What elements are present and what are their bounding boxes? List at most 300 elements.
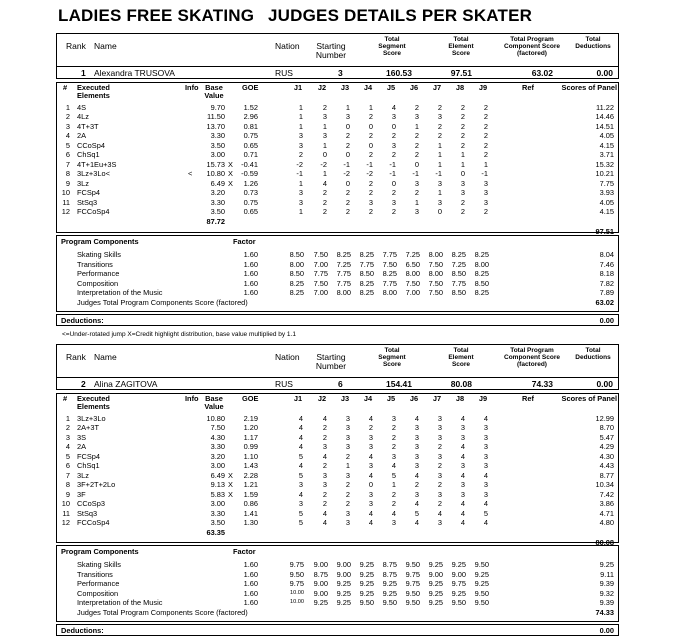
el-name-header: Executed Elements <box>77 83 110 100</box>
element-judge-score: 3 <box>345 414 350 423</box>
element-judge-score: 2 <box>345 188 350 198</box>
element-judge-score: 2 <box>483 131 488 141</box>
el-scores-header: Scores of Panel <box>561 394 617 403</box>
element-panel-score: 4.29 <box>599 442 614 452</box>
component-judge-score: 6.50 <box>405 259 420 269</box>
element-judge-score: 1 <box>437 159 442 169</box>
element-panel-score: 12.99 <box>595 414 614 423</box>
page-title-right: JUDGES DETAILS PER SKATER <box>268 6 533 25</box>
component-judge-score: 7.00 <box>313 259 328 269</box>
component-judge-score: 9.25 <box>451 588 466 598</box>
component-row <box>57 570 618 579</box>
element-judge-score: 3 <box>483 461 488 471</box>
component-judge-score: 8.25 <box>359 250 374 259</box>
element-code: ChSq1 <box>77 150 100 160</box>
element-judge-score: 3 <box>483 423 488 433</box>
element-judge-score: 4 <box>414 414 419 423</box>
skater-nation: RUS <box>275 68 293 78</box>
element-row <box>57 509 618 518</box>
element-judge-score: 2 <box>322 197 327 207</box>
el-goe-header: GOE <box>242 83 259 92</box>
component-judge-score: 9.00 <box>313 560 328 569</box>
component-judge-score: 10.00 <box>290 589 304 596</box>
element-judge-score: 3 <box>437 112 442 122</box>
element-row <box>57 160 618 169</box>
element-row <box>57 461 618 470</box>
el-ref-header: Ref <box>522 83 534 92</box>
deductions-label: Deductions: <box>61 626 104 635</box>
component-judge-score: 7.50 <box>313 250 328 259</box>
element-goe: 1.59 <box>243 489 258 499</box>
component-name: Skating Skills <box>77 250 121 259</box>
element-judge-score: 3 <box>437 517 442 527</box>
component-row <box>57 288 618 297</box>
element-judge-score: 3 <box>298 140 303 150</box>
component-judge-score: 9.00 <box>313 579 328 589</box>
el-num-header: # <box>63 394 68 403</box>
pcs-header: Total Program Component Score (factored) <box>504 347 560 368</box>
element-base-value: 11.50 <box>207 112 225 122</box>
element-judge-score: 3 <box>414 489 419 499</box>
component-judge-score: 8.50 <box>451 288 466 298</box>
element-judge-score: 1 <box>322 121 327 131</box>
component-judge-score: 9.00 <box>313 588 328 598</box>
element-code: FCCoSp4 <box>77 206 110 216</box>
component-name: Composition <box>77 588 119 598</box>
component-row <box>57 279 618 288</box>
skater-ded: 0.00 <box>596 379 613 389</box>
element-judge-score: 4 <box>483 499 488 509</box>
element-panel-score: 3.86 <box>599 499 614 509</box>
element-judge-score: 4 <box>460 517 465 527</box>
deductions-value: 0.00 <box>599 316 614 325</box>
element-judge-score: 2 <box>368 150 373 160</box>
element-goe: 1.26 <box>243 178 258 188</box>
element-judge-score: 3 <box>483 178 488 188</box>
element-judge-score: 2 <box>414 480 419 490</box>
element-judge-score: -2 <box>343 169 350 179</box>
element-judge-score: 2 <box>345 197 350 207</box>
component-judge-score: 9.25 <box>313 598 328 608</box>
element-judge-score: 0 <box>414 159 419 169</box>
element-base-value: 3.20 <box>210 451 225 461</box>
judge-header-8: J8 <box>455 83 465 92</box>
deductions-value: 0.00 <box>599 626 614 635</box>
element-judge-score: 0 <box>368 480 373 490</box>
header-divider <box>57 66 618 67</box>
element-number: 8 <box>65 169 70 179</box>
element-judge-score: 3 <box>391 140 396 150</box>
element-judge-score: 4 <box>322 451 327 461</box>
element-judge-score: 2 <box>414 103 419 112</box>
element-judge-score: 0 <box>322 150 327 160</box>
element-code: 3F+2T+2Lo <box>77 480 116 490</box>
judge-header-1: J1 <box>293 83 303 92</box>
component-judge-score: 8.25 <box>382 269 397 279</box>
skater-name: Alina ZAGITOVA <box>94 379 158 389</box>
element-base-value: 3.00 <box>210 499 225 509</box>
element-judge-score: 2 <box>345 480 350 490</box>
element-number: 3 <box>65 121 70 131</box>
component-judge-score: 8.25 <box>451 250 466 259</box>
component-judge-score: 8.00 <box>428 250 443 259</box>
element-info: < <box>188 169 193 179</box>
element-judge-score: 1 <box>298 112 303 122</box>
element-judge-score: 3 <box>460 480 465 490</box>
element-judge-score: 4 <box>368 414 373 423</box>
element-code: StSq3 <box>77 508 98 518</box>
element-judge-score: 4 <box>322 414 327 423</box>
base-value-total: 87.72 <box>206 217 225 227</box>
component-judge-score: 7.50 <box>382 259 397 269</box>
element-judge-score: -1 <box>435 169 442 179</box>
component-factor: 1.60 <box>243 560 258 569</box>
element-number: 4 <box>65 131 70 141</box>
element-judge-score: 1 <box>483 159 488 169</box>
element-judge-score: 3 <box>483 451 488 461</box>
element-number: 1 <box>65 414 70 423</box>
element-panel-score: 7.75 <box>599 178 614 188</box>
element-code: 2A+3T <box>77 423 99 433</box>
component-judge-score: 9.25 <box>359 569 374 579</box>
component-judge-score: 9.75 <box>451 579 466 589</box>
element-judge-score: -1 <box>366 159 373 169</box>
element-base-value: 3.30 <box>210 442 225 452</box>
element-goe: 1.41 <box>243 508 258 518</box>
element-row <box>57 179 618 188</box>
element-base-value: 6.49 <box>210 178 225 188</box>
element-judge-score: 3 <box>298 197 303 207</box>
element-row <box>57 122 618 131</box>
element-base-value: 15.73 <box>206 159 225 169</box>
skater-start: 6 <box>338 379 343 389</box>
element-credit-mark: X <box>228 169 233 179</box>
component-judge-score: 7.75 <box>336 278 351 288</box>
element-goe: -0.59 <box>241 169 258 179</box>
element-judge-score: 3 <box>298 480 303 490</box>
page-title-left: LADIES FREE SKATING <box>58 6 255 25</box>
component-judge-score: 8.25 <box>474 288 489 298</box>
element-judge-score: 3 <box>460 461 465 471</box>
component-judge-score: 7.75 <box>313 269 328 279</box>
element-base-value: 10.80 <box>206 414 225 423</box>
element-panel-score: 4.15 <box>599 206 614 216</box>
element-judge-score: 2 <box>322 206 327 216</box>
element-judge-score: 2 <box>368 206 373 216</box>
element-judge-score: 3 <box>345 517 350 527</box>
element-judge-score: 2 <box>483 140 488 150</box>
element-judge-score: 3 <box>345 423 350 433</box>
element-code: 4Lz <box>77 112 89 122</box>
component-panel-score: 8.18 <box>599 269 614 279</box>
element-number: 5 <box>65 140 70 150</box>
element-goe: 0.73 <box>243 188 258 198</box>
element-judge-score: 4 <box>483 414 488 423</box>
element-judge-score: 2 <box>391 432 396 442</box>
element-judge-score: 2 <box>368 423 373 433</box>
el-info-header: Info <box>185 83 199 92</box>
deductions-box <box>56 314 619 326</box>
element-goe: 0.81 <box>243 121 258 131</box>
component-judge-score: 9.50 <box>474 560 489 569</box>
tss-header: Total Segment Score <box>378 36 406 57</box>
element-judge-score: 2 <box>391 489 396 499</box>
element-goe: 1.17 <box>243 432 258 442</box>
component-judge-score: 8.75 <box>382 569 397 579</box>
element-judge-score: 3 <box>437 489 442 499</box>
judge-header-5: J5 <box>386 394 396 403</box>
pcs-header: Total Program Component Score (factored) <box>504 36 560 57</box>
component-judge-score: 9.50 <box>289 569 304 579</box>
deductions-box <box>56 624 619 636</box>
element-number: 6 <box>65 150 70 160</box>
component-factor: 1.60 <box>243 250 258 259</box>
element-judge-score: 3 <box>460 432 465 442</box>
element-number: 4 <box>65 442 70 452</box>
el-info-header: Info <box>185 394 199 403</box>
program-components-table <box>56 545 619 622</box>
element-judge-score: 2 <box>460 206 465 216</box>
component-judge-score: 9.00 <box>428 569 443 579</box>
element-row <box>57 141 618 150</box>
element-number: 11 <box>62 197 70 207</box>
element-panel-score: 11.22 <box>596 103 614 112</box>
element-goe: 1.43 <box>243 461 258 471</box>
pc-factor-header: Factor <box>233 237 256 246</box>
element-judge-score: 2 <box>460 197 465 207</box>
element-judge-score: 3 <box>414 423 419 433</box>
element-row <box>57 452 618 461</box>
el-ref-header: Ref <box>522 394 534 403</box>
element-judge-score: 4 <box>298 489 303 499</box>
pcs-total: 63.02 <box>595 298 614 307</box>
element-judge-score: 2 <box>345 489 350 499</box>
element-number: 6 <box>65 461 70 471</box>
element-judge-score: 3 <box>460 178 465 188</box>
element-base-value: 3.50 <box>210 206 225 216</box>
component-judge-score: 9.75 <box>405 579 420 589</box>
element-goe: 1.20 <box>243 423 258 433</box>
judge-header-4: J4 <box>363 83 373 92</box>
judge-header-9: J9 <box>478 83 488 92</box>
name-header: Name <box>94 352 117 362</box>
element-judge-score: 2 <box>483 150 488 160</box>
element-goe: 1.52 <box>243 103 258 112</box>
element-judge-score: 3 <box>414 451 419 461</box>
judge-header-9: J9 <box>478 394 488 403</box>
component-judge-score: 9.50 <box>451 598 466 608</box>
element-judge-score: 1 <box>368 103 373 112</box>
element-credit-mark: X <box>228 480 233 490</box>
element-judge-score: 2 <box>345 499 350 509</box>
component-panel-score: 9.39 <box>599 579 614 589</box>
element-code: 3Lz <box>77 470 89 480</box>
element-row <box>57 188 618 197</box>
element-judge-score: 2 <box>437 480 442 490</box>
element-goe: 0.75 <box>243 197 258 207</box>
element-row <box>57 112 618 121</box>
elements-total: 97.51 <box>595 227 614 237</box>
element-number: 7 <box>65 159 70 169</box>
component-judge-score: 8.00 <box>474 259 489 269</box>
pc-header: Program Components <box>61 547 139 556</box>
starting-number-header: Starting Number <box>315 352 347 371</box>
element-judge-score: 1 <box>460 150 465 160</box>
element-judge-score: 3 <box>368 197 373 207</box>
element-judge-score: 4 <box>322 178 327 188</box>
element-judge-score: 4 <box>483 470 488 480</box>
nation-header: Nation <box>275 352 300 362</box>
component-judge-score: 8.00 <box>382 288 397 298</box>
element-judge-score: 2 <box>483 121 488 131</box>
element-judge-score: 3 <box>414 112 419 122</box>
component-panel-score: 9.11 <box>600 569 614 579</box>
element-judge-score: 3 <box>437 423 442 433</box>
element-judge-score: 1 <box>322 169 327 179</box>
pc-factor-header: Factor <box>233 547 256 556</box>
element-judge-score: -2 <box>296 159 303 169</box>
component-name: Transitions <box>77 259 113 269</box>
el-name-header: Executed Elements <box>77 394 110 411</box>
element-judge-score: 2 <box>322 103 327 112</box>
element-judge-score: 2 <box>322 188 327 198</box>
element-row <box>57 150 618 159</box>
component-judge-score: 8.50 <box>474 278 489 288</box>
nation-header: Nation <box>275 41 300 51</box>
element-judge-score: 2 <box>322 461 327 471</box>
element-row <box>57 433 618 442</box>
element-judge-score: 4 <box>368 508 373 518</box>
component-row <box>57 589 618 598</box>
element-judge-score: 5 <box>298 451 303 461</box>
element-judge-score: 2 <box>483 206 488 216</box>
element-judge-score: 4 <box>368 517 373 527</box>
component-judge-score: 9.50 <box>474 588 489 598</box>
element-judge-score: 3 <box>460 489 465 499</box>
element-judge-score: 3 <box>437 414 442 423</box>
component-row <box>57 598 618 607</box>
element-judge-score: 4 <box>391 103 396 112</box>
element-judge-score: 3 <box>437 178 442 188</box>
element-number: 2 <box>65 112 70 122</box>
element-judge-score: 4 <box>460 414 465 423</box>
component-judge-score: 8.25 <box>289 278 304 288</box>
component-judge-score: 9.50 <box>474 598 489 608</box>
tes-header: Total Element Score <box>448 36 474 57</box>
element-number: 11 <box>62 508 70 518</box>
element-code: 4T+3T <box>77 121 99 131</box>
element-judge-score: 2 <box>437 461 442 471</box>
skater-pcs: 74.33 <box>531 379 553 389</box>
element-judge-score: 3 <box>483 432 488 442</box>
component-judge-score: 8.50 <box>359 269 374 279</box>
element-panel-score: 14.51 <box>595 121 614 131</box>
footnote: <=Under-rotated jump X=Credit highlight distribution, base value multiplied by 1.1 <box>62 331 296 338</box>
component-panel-score: 9.25 <box>599 560 614 569</box>
element-base-value: 3.00 <box>210 461 225 471</box>
skater-rank: 2 <box>81 379 86 389</box>
element-judge-score: 0 <box>368 121 373 131</box>
element-row <box>57 518 618 527</box>
element-judge-score: 3 <box>298 131 303 141</box>
element-judge-score: 4 <box>368 451 373 461</box>
element-judge-score: 3 <box>345 432 350 442</box>
element-judge-score: 0 <box>391 178 396 188</box>
element-panel-score: 4.80 <box>599 517 614 527</box>
element-goe: 2.19 <box>243 414 258 423</box>
component-judge-score: 8.25 <box>336 250 351 259</box>
component-panel-score: 8.04 <box>599 250 614 259</box>
el-base-header: Base Value <box>204 83 224 100</box>
element-panel-score: 4.71 <box>599 508 614 518</box>
element-judge-score: 3 <box>322 112 327 122</box>
element-base-value: 4.30 <box>210 432 225 442</box>
skater-name: Alexandra TRUSOVA <box>94 68 175 78</box>
element-judge-score: 3 <box>368 489 373 499</box>
rank-header: Rank <box>66 41 86 51</box>
element-code: 3F <box>77 489 86 499</box>
component-judge-score: 8.25 <box>289 288 304 298</box>
element-code: 2A <box>77 442 87 452</box>
element-judge-score: 4 <box>391 508 396 518</box>
element-row <box>57 480 618 489</box>
element-panel-score: 3.93 <box>599 188 614 198</box>
element-judge-score: -2 <box>320 159 327 169</box>
element-judge-score: 3 <box>322 442 327 452</box>
element-judge-score: 2 <box>414 188 419 198</box>
element-judge-score: 2 <box>391 423 396 433</box>
component-judge-score: 9.00 <box>336 569 351 579</box>
element-judge-score: 3 <box>414 206 419 216</box>
component-judge-score: 9.25 <box>428 560 443 569</box>
component-judge-score: 7.25 <box>336 259 351 269</box>
element-judge-score: 3 <box>345 508 350 518</box>
element-judge-score: 3 <box>368 499 373 509</box>
element-judge-score: 2 <box>345 451 350 461</box>
component-factor: 1.60 <box>243 288 258 298</box>
element-judge-score: 5 <box>298 470 303 480</box>
element-judge-score: 0 <box>345 121 350 131</box>
element-judge-score: 4 <box>298 414 303 423</box>
element-judge-score: 2 <box>391 150 396 160</box>
element-judge-score: 2 <box>368 178 373 188</box>
element-judge-score: 5 <box>483 508 488 518</box>
element-goe: 0.99 <box>243 442 258 452</box>
judge-header-8: J8 <box>455 394 465 403</box>
element-judge-score: 4 <box>460 451 465 461</box>
element-judge-score: 2 <box>460 140 465 150</box>
component-judge-score: 8.00 <box>289 259 304 269</box>
element-judge-score: 0 <box>345 150 350 160</box>
element-judge-score: 3 <box>460 423 465 433</box>
element-code: 2A <box>77 131 87 141</box>
element-judge-score: 2 <box>391 206 396 216</box>
element-credit-mark: X <box>228 178 233 188</box>
element-judge-score: 0 <box>345 178 350 188</box>
element-judge-score: 4 <box>298 442 303 452</box>
element-credit-mark: X <box>228 470 233 480</box>
element-base-value: 3.50 <box>210 140 225 150</box>
component-judge-score: 8.75 <box>313 569 328 579</box>
component-panel-score: 7.89 <box>599 288 614 298</box>
element-judge-score: 2 <box>391 188 396 198</box>
element-goe: 1.21 <box>243 480 258 490</box>
element-judge-score: 3 <box>345 442 350 452</box>
element-judge-score: 0 <box>368 140 373 150</box>
element-base-value: 3.30 <box>210 131 225 141</box>
element-panel-score: 8.70 <box>599 423 614 433</box>
element-panel-score: 4.30 <box>599 451 614 461</box>
